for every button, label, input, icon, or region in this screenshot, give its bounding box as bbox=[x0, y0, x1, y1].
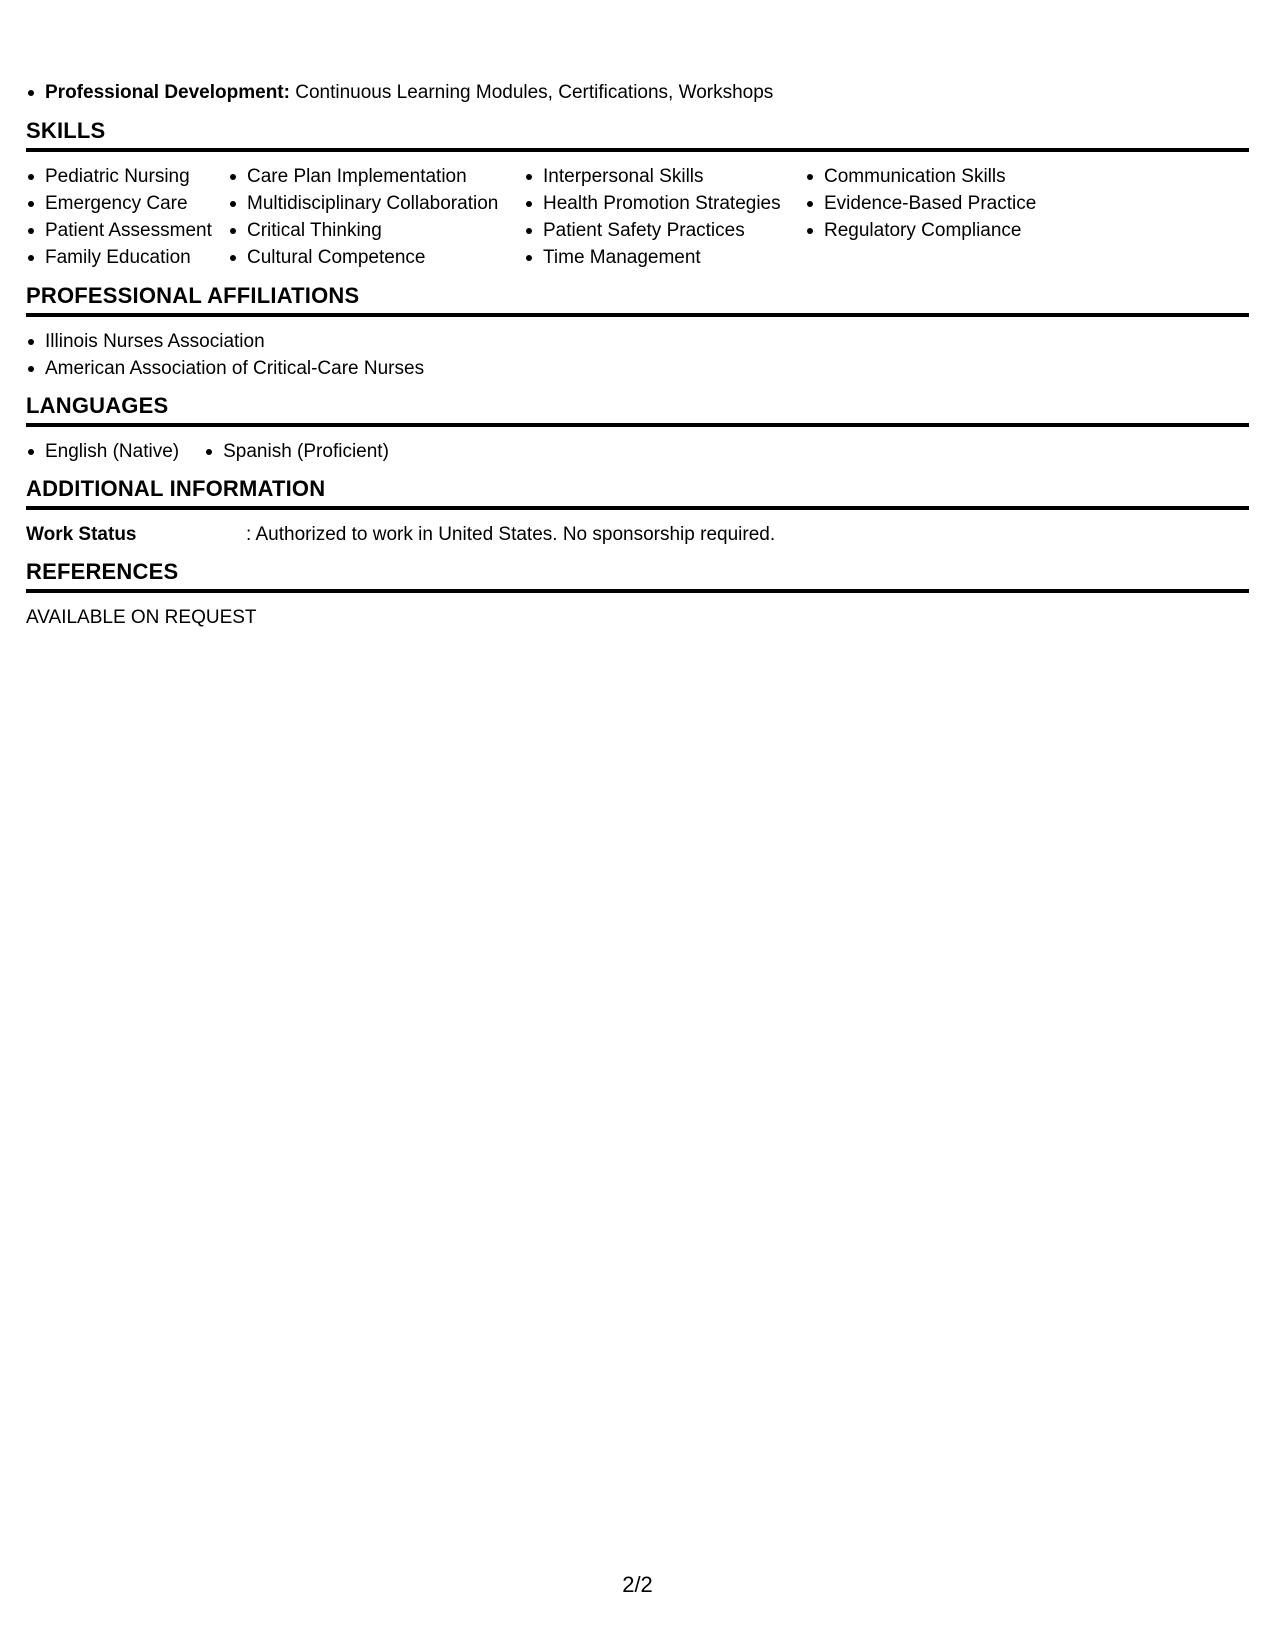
languages-heading: LANGUAGES bbox=[26, 392, 1249, 427]
skills-heading: SKILLS bbox=[26, 117, 1249, 152]
list-item: Interpersonal Skills bbox=[524, 163, 805, 190]
page-number: 2/2 bbox=[622, 1572, 653, 1597]
list-item: Pediatric Nursing bbox=[26, 163, 228, 190]
work-status-value: : Authorized to work in United States. No sponsorship required. bbox=[246, 524, 776, 545]
references-text: AVAILABLE ON REQUEST bbox=[26, 607, 257, 628]
list-item: Emergency Care bbox=[26, 190, 228, 217]
work-status-label: Work Status bbox=[26, 524, 137, 545]
list-item: Family Education bbox=[26, 244, 228, 271]
languages-list bbox=[26, 438, 414, 465]
list-item: Regulatory Compliance bbox=[805, 217, 1065, 244]
skills-column-1 bbox=[26, 163, 228, 271]
work-status-row bbox=[26, 521, 775, 548]
list-item: Care Plan Implementation bbox=[228, 163, 524, 190]
skills-column-3 bbox=[524, 163, 805, 271]
list-item: English (Native) bbox=[26, 438, 179, 465]
list-item bbox=[26, 79, 773, 106]
professional-development-text: Continuous Learning Modules, Certifications, Workshops bbox=[289, 82, 774, 103]
list-item: Cultural Competence bbox=[228, 244, 524, 271]
affiliations-list bbox=[26, 328, 424, 382]
list-item: Multidisciplinary Collaboration bbox=[228, 190, 524, 217]
list-item: Evidence-Based Practice bbox=[805, 190, 1065, 217]
list-item: Patient Assessment bbox=[26, 217, 228, 244]
professional-development-list bbox=[26, 79, 773, 106]
list-item: Time Management bbox=[524, 244, 805, 271]
references-heading: REFERENCES bbox=[26, 558, 1249, 593]
professional-development-label: Professional Development: bbox=[45, 82, 290, 103]
skills-column-4 bbox=[805, 163, 1065, 271]
list-item: Critical Thinking bbox=[228, 217, 524, 244]
list-item: American Association of Critical-Care Nurses bbox=[26, 355, 424, 382]
list-item: Health Promotion Strategies bbox=[524, 190, 805, 217]
skills-grid bbox=[26, 163, 1065, 271]
list-item: Spanish (Proficient) bbox=[204, 438, 389, 465]
additional-information-heading: ADDITIONAL INFORMATION bbox=[26, 475, 1249, 510]
list-item: Patient Safety Practices bbox=[524, 217, 805, 244]
list-item: Illinois Nurses Association bbox=[26, 328, 424, 355]
skills-column-2 bbox=[228, 163, 524, 271]
list-item: Communication Skills bbox=[805, 163, 1065, 190]
professional-affiliations-heading: PROFESSIONAL AFFILIATIONS bbox=[26, 282, 1249, 317]
